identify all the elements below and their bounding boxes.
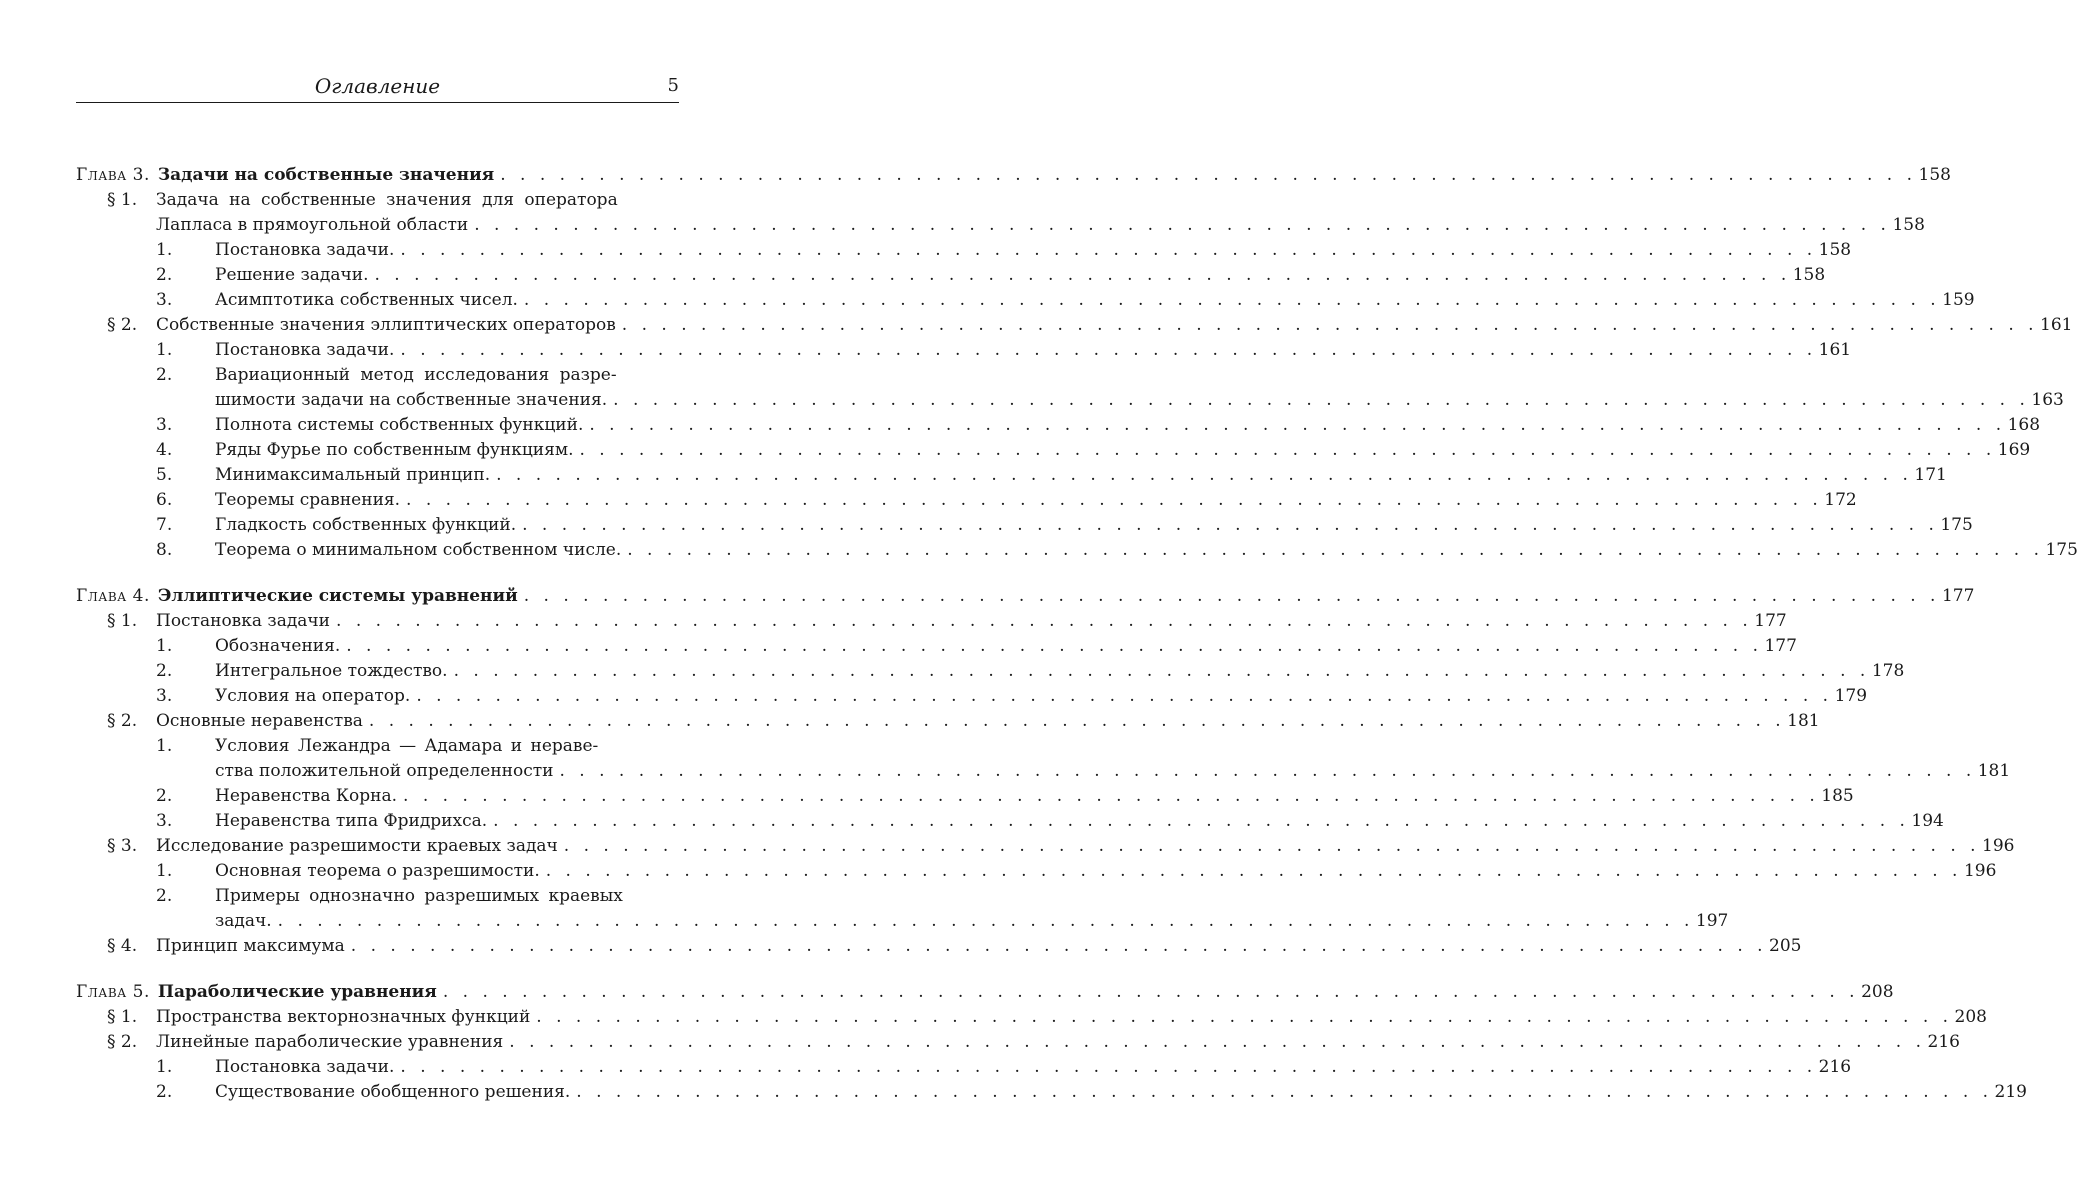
item-number: 6.: [156, 490, 173, 510]
toc-item[interactable]: [156, 513, 1973, 537]
item-number: 3.: [156, 290, 173, 310]
toc-item[interactable]: [156, 488, 1857, 512]
toc-item[interactable]: [156, 809, 1944, 833]
section-number: § 4.: [107, 936, 138, 956]
toc-section[interactable]: [107, 609, 1787, 633]
page-ref: 181: [1977, 761, 2011, 781]
leader-dots: . . . . . . . . . . . . . . . . . . . . . . . . . . . . . . . . . . . . . . . . . . . . . . . . . . . . . . . . . . . . . . . . . . . . . . . .: [589, 415, 2006, 435]
section-number: § 1.: [107, 611, 138, 631]
item-title: Интегральное тождество.: [215, 661, 448, 681]
toc-item[interactable]: [156, 263, 1826, 287]
page-ref: 161: [2040, 315, 2073, 335]
page-ref: 178: [1871, 661, 1905, 681]
toc-item[interactable]: [156, 438, 2031, 462]
item-number: 1.: [156, 636, 173, 656]
leader-dots: . . . . . . . . . . . . . . . . . . . . . . . . . . . . . . . . . . . . . . . . . . . . . . . . . . . . . . . . . . . . . . . . . . . . . . . .: [496, 465, 1913, 485]
page-ref: 219: [1994, 1082, 2027, 1102]
item-number: 1.: [156, 736, 173, 756]
toc-item[interactable]: [156, 659, 1905, 683]
section-number: § 2.: [107, 711, 138, 731]
leader-dots: . . . . . . . . . . . . . . . . . . . . . . . . . . . . . . . . . . . . . . . . . . . . . . . . . . . . . . . . . . . . . . . . . . . . . . . .: [500, 165, 1917, 185]
leader-dots: . . . . . . . . . . . . . . . . . . . . . . . . . . . . . . . . . . . . . . . . . . . . . . . . . . . . . . . . . . . . . . . . . . . . . . . .: [523, 586, 1940, 606]
item-number: 8.: [156, 540, 173, 560]
chapter-title: Параболические уравнения: [157, 982, 437, 1002]
toc-item[interactable]: [156, 859, 1997, 883]
toc-item[interactable]: [156, 538, 2078, 562]
page-ref: 181: [1787, 711, 1820, 731]
page-ref: 158: [1792, 265, 1826, 285]
page-ref: 208: [1954, 1007, 1987, 1027]
toc-item[interactable]: [156, 238, 1852, 262]
page-ref: 216: [1818, 1057, 1852, 1077]
leader-dots: . . . . . . . . . . . . . . . . . . . . . . . . . . . . . . . . . . . . . . . . . . . . . . . . . . . . . . . . . . . . . . . . . . . . . . . .: [627, 540, 2044, 560]
toc-item-continued[interactable]: [215, 759, 2011, 783]
item-title-line2: задач.: [215, 911, 272, 931]
page-ref: 194: [1911, 811, 1944, 831]
leader-dots: . . . . . . . . . . . . . . . . . . . . . . . . . . . . . . . . . . . . . . . . . . . . . . . . . . . . . . . . . . . . . . . . . . . . . . . .: [522, 515, 1939, 535]
item-title: Полнота системы собственных функций.: [215, 415, 584, 435]
item-number: 2.: [156, 886, 173, 906]
item-title: Минимаксимальный принцип.: [215, 465, 491, 485]
chapter-label: Глава 4.: [76, 586, 150, 606]
leader-dots: . . . . . . . . . . . . . . . . . . . . . . . . . . . . . . . . . . . . . . . . . . . . . . . . . . . . . . . . . . . . . . . . . . . . . . . .: [453, 661, 1870, 681]
leader-dots: . . . . . . . . . . . . . . . . . . . . . . . . . . . . . . . . . . . . . . . . . . . . . . . . . . . . . . . . . . . . . . . . . . . . . . . .: [493, 811, 1910, 831]
item-number: 5.: [156, 465, 173, 485]
toc-section[interactable]: [107, 934, 1802, 958]
leader-dots: . . . . . . . . . . . . . . . . . . . . . . . . . . . . . . . . . . . . . . . . . . . . . . . . . . . . . . . . . . . . . . . . . . . . . . . .: [474, 215, 1891, 235]
leader-dots: . . . . . . . . . . . . . . . . . . . . . . . . . . . . . . . . . . . . . . . . . . . . . . . . . . . . . . . . . . . . . . . . . . . . . . . .: [368, 711, 1786, 731]
toc-section-continued[interactable]: [156, 213, 1925, 237]
leader-dots: . . . . . . . . . . . . . . . . . . . . . . . . . . . . . . . . . . . . . . . . . . . . . . . . . . . . . . . . . . . . . . . . . . . . . . . .: [579, 440, 1996, 460]
leader-dots: . . . . . . . . . . . . . . . . . . . . . . . . . . . . . . . . . . . . . . . . . . . . . . . . . . . . . . . . . . . . . . . . . . . . . . . .: [400, 1057, 1817, 1077]
toc-section[interactable]: [107, 188, 629, 212]
leader-dots: . . . . . . . . . . . . . . . . . . . . . . . . . . . . . . . . . . . . . . . . . . . . . . . . . . . . . . . . . . . . . . . . . . . . . . . .: [563, 836, 1981, 856]
item-title-line1: Вариационный метод исследования разре-: [215, 365, 617, 385]
item-title: Постановка задачи.: [215, 1057, 395, 1077]
page-ref: 169: [1997, 440, 2031, 460]
page-ref: 216: [1927, 1032, 1960, 1052]
toc-item[interactable]: [156, 884, 629, 908]
page-number: 5: [667, 75, 679, 96]
page-title: Оглавление: [314, 74, 441, 98]
page-ref: 158: [1918, 165, 1951, 185]
toc-chapter-3[interactable]: [76, 163, 1951, 187]
item-title: Теорема о минимальном собственном числе.: [215, 540, 622, 560]
page-ref: 185: [1821, 786, 1854, 806]
item-title: Условия на оператор.: [215, 686, 411, 706]
item-number: 1.: [156, 1057, 173, 1077]
leader-dots: . . . . . . . . . . . . . . . . . . . . . . . . . . . . . . . . . . . . . . . . . . . . . . . . . . . . . . . . . . . . . . . . . . . . . . . .: [400, 340, 1817, 360]
toc-item[interactable]: [156, 338, 1852, 362]
item-number: 3.: [156, 686, 173, 706]
toc-item-continued[interactable]: [215, 388, 2064, 412]
item-number: 2.: [156, 265, 173, 285]
item-number: 2.: [156, 661, 173, 681]
item-title: Гладкость собственных функций.: [215, 515, 517, 535]
toc-section[interactable]: [107, 1030, 1960, 1054]
section-title: Исследование разрешимости краевых задач: [156, 836, 558, 856]
toc-item[interactable]: [156, 684, 1868, 708]
page-ref: 158: [1892, 215, 1925, 235]
page-ref: 177: [1754, 611, 1787, 631]
item-title: Теоремы сравнения.: [215, 490, 401, 510]
item-number: 3.: [156, 811, 173, 831]
item-number: 2.: [156, 365, 173, 385]
toc-chapter-5[interactable]: [76, 980, 1894, 1004]
leader-dots: . . . . . . . . . . . . . . . . . . . . . . . . . . . . . . . . . . . . . . . . . . . . . . . . . . . . . . . . . . . . . . . . . . . . . . . .: [621, 315, 2039, 335]
toc-item[interactable]: [156, 634, 1797, 658]
item-number: 7.: [156, 515, 173, 535]
leader-dots: . . . . . . . . . . . . . . . . . . . . . . . . . . . . . . . . . . . . . . . . . . . . . . . . . . . . . . . . . . . . . . . . . . . . . . . .: [613, 390, 2030, 410]
section-title-line2: Лапласа в прямоугольной области: [156, 215, 469, 235]
item-title: Неравенства типа Фридрихса.: [215, 811, 488, 831]
section-number: § 2.: [107, 315, 138, 335]
leader-dots: . . . . . . . . . . . . . . . . . . . . . . . . . . . . . . . . . . . . . . . . . . . . . . . . . . . . . . . . . . . . . . . . . . . . . . . .: [400, 240, 1817, 260]
item-number: 1.: [156, 340, 173, 360]
page-ref: 163: [2031, 390, 2064, 410]
leader-dots: . . . . . . . . . . . . . . . . . . . . . . . . . . . . . . . . . . . . . . . . . . . . . . . . . . . . . . . . . . . . . . . . . . . . . . . .: [403, 786, 1820, 806]
item-title: Постановка задачи.: [215, 340, 395, 360]
item-number: 3.: [156, 415, 173, 435]
item-title: Асимптотика собственных чисел.: [215, 290, 518, 310]
page-ref: 168: [2007, 415, 2041, 435]
page-ref: 177: [1764, 636, 1797, 656]
item-number: 2.: [156, 1082, 173, 1102]
leader-dots: . . . . . . . . . . . . . . . . . . . . . . . . . . . . . . . . . . . . . . . . . . . . . . . . . . . . . . . . . . . . . . . . . . . . . . . .: [374, 265, 1791, 285]
item-title: Обозначения.: [215, 636, 341, 656]
toc-item[interactable]: [156, 463, 1947, 487]
leader-dots: . . . . . . . . . . . . . . . . . . . . . . . . . . . . . . . . . . . . . . . . . . . . . . . . . . . . . . . . . . . . . . . . . . . . . . . .: [509, 1032, 1926, 1052]
section-number: § 3.: [107, 836, 138, 856]
section-title: Постановка задачи: [156, 611, 331, 631]
page-ref: 172: [1824, 490, 1857, 510]
leader-dots: . . . . . . . . . . . . . . . . . . . . . . . . . . . . . . . . . . . . . . . . . . . . . . . . . . . . . . . . . . . . . . . . . . . . . . . .: [559, 761, 1976, 781]
toc-item[interactable]: [156, 363, 629, 387]
page-ref: 177: [1941, 586, 1975, 606]
item-title: Постановка задачи.: [215, 240, 395, 260]
page-ref: 161: [1818, 340, 1852, 360]
item-title-line1: Примеры однозначно разрешимых краевых: [215, 886, 623, 906]
section-title: Пространства векторнозначных функций: [156, 1007, 531, 1027]
chapter-label: Глава 3.: [76, 165, 150, 185]
page-ref: 205: [1769, 936, 1802, 956]
toc-item[interactable]: [156, 288, 1975, 312]
section-number: § 2.: [107, 1032, 138, 1052]
chapter-title: Задачи на собственные значения: [157, 165, 495, 185]
toc-item[interactable]: [156, 784, 1854, 808]
section-number: § 1.: [107, 190, 138, 210]
item-title-line2: ства положительной определенности: [215, 761, 554, 781]
chapter-title: Эллиптические системы уравнений: [157, 586, 518, 606]
page-ref: 208: [1861, 982, 1894, 1002]
page-ref: 175: [1940, 515, 1973, 535]
item-number: 4.: [156, 440, 173, 460]
leader-dots: . . . . . . . . . . . . . . . . . . . . . . . . . . . . . . . . . . . . . . . . . . . . . . . . . . . . . . . . . . . . . . . . . . . . . . . .: [416, 686, 1833, 706]
chapter-label: Глава 5.: [76, 982, 150, 1002]
toc-item[interactable]: [156, 734, 629, 758]
item-title-line1: Условия Лежандра — Адамара и нераве-: [215, 736, 599, 756]
item-title-line2: шимости задачи на собственные значения.: [215, 390, 608, 410]
toc-item[interactable]: [156, 1055, 1852, 1079]
leader-dots: . . . . . . . . . . . . . . . . . . . . . . . . . . . . . . . . . . . . . . . . . . . . . . . . . . . . . . . . . . . . . . . . . . . . . . . .: [545, 861, 1962, 881]
section-title: Собственные значения эллиптических операторов: [156, 315, 616, 335]
page-ref: 179: [1834, 686, 1868, 706]
toc-item[interactable]: [156, 413, 2041, 437]
toc-section[interactable]: [107, 709, 1820, 733]
page-ref: 158: [1818, 240, 1852, 260]
section-title: Принцип максимума: [156, 936, 345, 956]
toc-section[interactable]: [107, 313, 2073, 337]
section-number: § 1.: [107, 1007, 138, 1027]
leader-dots: . . . . . . . . . . . . . . . . . . . . . . . . . . . . . . . . . . . . . . . . . . . . . . . . . . . . . . . . . . . . . . . . . . . . . . . .: [350, 936, 1768, 956]
item-title: Решение задачи.: [215, 265, 369, 285]
section-title: Основные неравенства: [156, 711, 363, 731]
toc-item[interactable]: [156, 1080, 2027, 1104]
leader-dots: . . . . . . . . . . . . . . . . . . . . . . . . . . . . . . . . . . . . . . . . . . . . . . . . . . . . . . . . . . . . . . . . . . . . . . . .: [536, 1007, 1953, 1027]
toc-chapter-4[interactable]: [76, 584, 1975, 608]
item-title: Неравенства Корна.: [215, 786, 398, 806]
section-title: Линейные параболические уравнения: [156, 1032, 504, 1052]
toc-section[interactable]: [107, 834, 2015, 858]
item-number: 2.: [156, 786, 173, 806]
page-ref: 196: [1982, 836, 2015, 856]
item-number: 1.: [156, 240, 173, 260]
toc-item-continued[interactable]: [215, 909, 1729, 933]
page-ref: 196: [1963, 861, 1997, 881]
item-number: 1.: [156, 861, 173, 881]
item-title: Основная теорема о разрешимости.: [215, 861, 540, 881]
leader-dots: . . . . . . . . . . . . . . . . . . . . . . . . . . . . . . . . . . . . . . . . . . . . . . . . . . . . . . . . . . . . . . . . . . . . . . . .: [277, 911, 1694, 931]
page-ref: 159: [1942, 290, 1975, 310]
page-ref: 171: [1914, 465, 1947, 485]
leader-dots: . . . . . . . . . . . . . . . . . . . . . . . . . . . . . . . . . . . . . . . . . . . . . . . . . . . . . . . . . . . . . . . . . . . . . . . .: [523, 290, 1941, 310]
leader-dots: . . . . . . . . . . . . . . . . . . . . . . . . . . . . . . . . . . . . . . . . . . . . . . . . . . . . . . . . . . . . . . . . . . . . . . . .: [442, 982, 1860, 1002]
item-title: Ряды Фурье по собственным функциям.: [215, 440, 574, 460]
page-ref: 197: [1695, 911, 1729, 931]
toc-section[interactable]: [107, 1005, 1987, 1029]
leader-dots: . . . . . . . . . . . . . . . . . . . . . . . . . . . . . . . . . . . . . . . . . . . . . . . . . . . . . . . . . . . . . . . . . . . . . . . .: [406, 490, 1823, 510]
page-ref: 175: [2045, 540, 2078, 560]
leader-dots: . . . . . . . . . . . . . . . . . . . . . . . . . . . . . . . . . . . . . . . . . . . . . . . . . . . . . . . . . . . . . . . . . . . . . . . .: [346, 636, 1763, 656]
section-title-line1: Задача на собственные значения для оператора: [156, 190, 618, 210]
leader-dots: . . . . . . . . . . . . . . . . . . . . . . . . . . . . . . . . . . . . . . . . . . . . . . . . . . . . . . . . . . . . . . . . . . . . . . . .: [336, 611, 1753, 631]
item-title: Существование обобщенного решения.: [215, 1082, 571, 1102]
leader-dots: . . . . . . . . . . . . . . . . . . . . . . . . . . . . . . . . . . . . . . . . . . . . . . . . . . . . . . . . . . . . . . . . . . . . . . . .: [576, 1082, 1993, 1102]
